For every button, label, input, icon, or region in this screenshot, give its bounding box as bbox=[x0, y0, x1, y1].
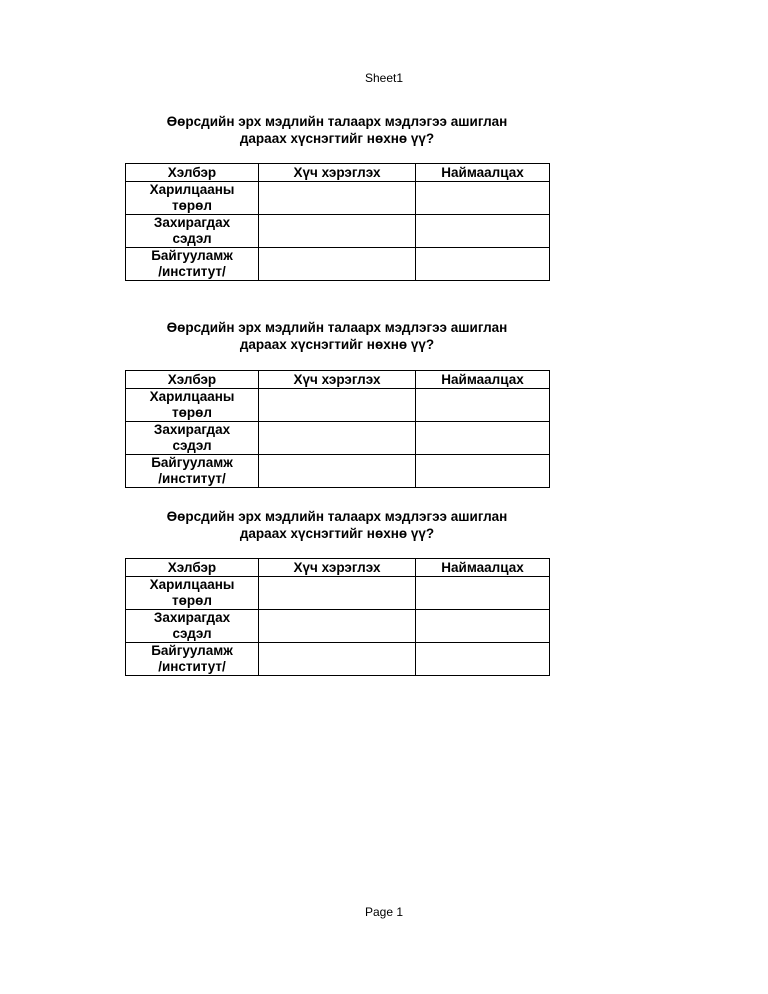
question-text bbox=[77, 113, 597, 147]
row-label: Байгууламж /институт/ bbox=[126, 455, 259, 488]
table-header-row bbox=[126, 371, 550, 389]
answer-cell-bargaining[interactable] bbox=[416, 577, 550, 610]
table-row bbox=[126, 455, 550, 488]
table-row bbox=[126, 577, 550, 610]
row-label: Байгууламж /институт/ bbox=[126, 643, 259, 676]
question-line-2: дараах хүснэгтийг нөхнө үү? bbox=[239, 131, 435, 146]
column-header-form: Хэлбэр bbox=[126, 559, 259, 577]
table-row bbox=[126, 643, 550, 676]
table-header-row bbox=[126, 559, 550, 577]
row-label: Захирагдах сэдэл bbox=[126, 215, 259, 248]
column-header-form: Хэлбэр bbox=[126, 371, 259, 389]
question-line-1: Өөрсдийн эрх мэдлийн талаарх мэдлэгээ ашиглан bbox=[166, 320, 508, 335]
row-label: Харилцааны төрөл bbox=[126, 577, 259, 610]
question-line-1: Өөрсдийн эрх мэдлийн талаарх мэдлэгээ ашиглан bbox=[166, 509, 508, 524]
column-header-bargaining: Наймаалцах bbox=[416, 371, 550, 389]
column-header-force: Хүч хэрэглэх bbox=[259, 559, 416, 577]
table-row bbox=[126, 610, 550, 643]
column-header-force: Хүч хэрэглэх bbox=[259, 371, 416, 389]
column-header-force: Хүч хэрэглэх bbox=[259, 164, 416, 182]
table-header-row bbox=[126, 164, 550, 182]
sheet-name-header: Sheet1 bbox=[364, 71, 404, 85]
question-line-2: дараах хүснэгтийг нөхнө үү? bbox=[239, 526, 435, 541]
table-row bbox=[126, 422, 550, 455]
answer-cell-force[interactable] bbox=[259, 422, 416, 455]
answer-cell-bargaining[interactable] bbox=[416, 610, 550, 643]
answer-table-2 bbox=[125, 370, 550, 488]
question-block-3 bbox=[125, 508, 549, 674]
answer-cell-bargaining[interactable] bbox=[416, 422, 550, 455]
answer-cell-force[interactable] bbox=[259, 455, 416, 488]
table-row bbox=[126, 182, 550, 215]
table-row bbox=[126, 215, 550, 248]
question-text bbox=[77, 508, 597, 542]
answer-cell-bargaining[interactable] bbox=[416, 215, 550, 248]
row-label: Захирагдах сэдэл bbox=[126, 610, 259, 643]
answer-cell-force[interactable] bbox=[259, 182, 416, 215]
answer-table-1 bbox=[125, 163, 550, 281]
page-number-footer: Page 1 bbox=[364, 905, 404, 919]
answer-cell-force[interactable] bbox=[259, 389, 416, 422]
answer-cell-bargaining[interactable] bbox=[416, 389, 550, 422]
answer-cell-force[interactable] bbox=[259, 643, 416, 676]
column-header-form: Хэлбэр bbox=[126, 164, 259, 182]
answer-cell-force[interactable] bbox=[259, 577, 416, 610]
row-label: Захирагдах сэдэл bbox=[126, 422, 259, 455]
row-label: Харилцааны төрөл bbox=[126, 389, 259, 422]
answer-cell-bargaining[interactable] bbox=[416, 248, 550, 281]
answer-cell-bargaining[interactable] bbox=[416, 455, 550, 488]
question-text bbox=[77, 319, 597, 353]
table-row bbox=[126, 389, 550, 422]
column-header-bargaining: Наймаалцах bbox=[416, 164, 550, 182]
answer-table-3 bbox=[125, 558, 550, 676]
answer-cell-force[interactable] bbox=[259, 610, 416, 643]
row-label: Байгууламж /институт/ bbox=[126, 248, 259, 281]
table-row bbox=[126, 248, 550, 281]
answer-cell-bargaining[interactable] bbox=[416, 182, 550, 215]
answer-cell-bargaining[interactable] bbox=[416, 643, 550, 676]
question-line-2: дараах хүснэгтийг нөхнө үү? bbox=[239, 337, 435, 352]
question-line-1: Өөрсдийн эрх мэдлийн талаарх мэдлэгээ ашиглан bbox=[166, 114, 508, 129]
question-block-2 bbox=[125, 319, 549, 486]
row-label: Харилцааны төрөл bbox=[126, 182, 259, 215]
column-header-bargaining: Наймаалцах bbox=[416, 559, 550, 577]
question-block-1 bbox=[125, 113, 549, 279]
answer-cell-force[interactable] bbox=[259, 248, 416, 281]
answer-cell-force[interactable] bbox=[259, 215, 416, 248]
